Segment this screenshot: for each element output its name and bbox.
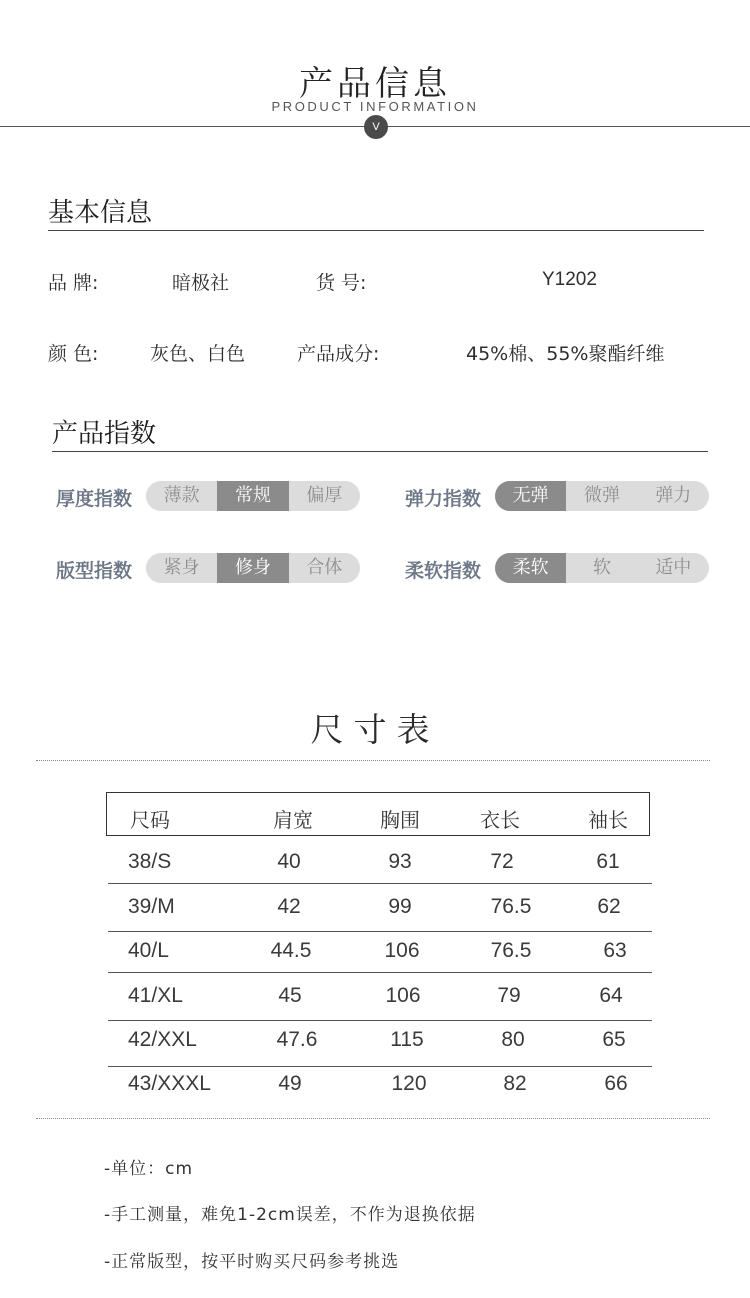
table-cell: 45: [278, 984, 302, 1007]
brand-value: 暗极社: [172, 272, 230, 294]
table-cell: 41/XL: [128, 984, 183, 1007]
scale-option-selected: 常规: [217, 481, 288, 511]
table-cell: 43/XXXL: [128, 1072, 211, 1095]
table-cell: 76.5: [490, 895, 532, 918]
item-no-value: Y1202: [542, 269, 597, 290]
elasticity-index-label: 弹力指数: [405, 488, 482, 510]
row-divider: [108, 931, 652, 932]
table-cell: 66: [604, 1072, 628, 1095]
table-cell: 106: [385, 984, 421, 1007]
table-cell: 79: [497, 984, 521, 1007]
color-value: 灰色、白色: [150, 343, 246, 365]
table-cell: 93: [388, 850, 412, 873]
composition-value: 45%棉、55%聚酯纤维: [466, 343, 665, 365]
product-index-divider: [52, 451, 708, 452]
scale-option: 合体: [306, 557, 343, 578]
scale-option: 弹力: [655, 485, 692, 506]
thickness-index-label: 厚度指数: [56, 488, 133, 510]
row-divider: [108, 883, 652, 884]
table-cell: 49: [278, 1072, 302, 1095]
softness-index-scale: [495, 553, 709, 583]
composition-label: 产品成分:: [297, 343, 380, 365]
column-header: 胸围: [380, 808, 420, 832]
softness-index-label: 柔软指数: [405, 560, 482, 582]
scale-option-selected: 无弹: [495, 481, 566, 511]
table-cell: 80: [501, 1028, 525, 1051]
elasticity-index-scale: [495, 481, 709, 511]
table-cell: 82: [503, 1072, 527, 1095]
scale-option-selected: 修身: [217, 553, 288, 583]
scale-option: 紧身: [163, 557, 200, 578]
table-cell: 64: [599, 984, 623, 1007]
basic-info-divider: [48, 230, 704, 231]
product-index-heading: 产品指数: [52, 419, 157, 449]
table-cell: 65: [602, 1028, 626, 1051]
page-title: 产品信息: [299, 64, 451, 104]
table-cell: 72: [490, 850, 514, 873]
basic-info-heading: 基本信息: [48, 198, 153, 228]
thickness-index-scale: [146, 481, 360, 511]
table-cell: 76.5: [490, 939, 532, 962]
fit-index-scale: [146, 553, 360, 583]
table-cell: 115: [390, 1028, 424, 1051]
color-label: 颜 色:: [48, 343, 99, 365]
column-header: 尺码: [130, 808, 170, 832]
column-header: 肩宽: [273, 808, 313, 832]
table-cell: 99: [388, 895, 412, 918]
column-header: 衣长: [480, 808, 520, 832]
table-cell: 63: [603, 939, 627, 962]
row-divider: [108, 972, 652, 973]
page-subtitle: PRODUCT INFORMATION: [271, 99, 479, 114]
size-table-title: 尺寸表: [310, 710, 440, 749]
table-cell: 40/L: [128, 939, 169, 962]
item-no-label: 货 号:: [316, 272, 367, 294]
table-cell: 39/M: [128, 895, 175, 918]
dotted-divider: [36, 1118, 710, 1119]
column-header: 袖长: [588, 808, 628, 832]
scale-option: 微弹: [583, 485, 620, 506]
chevron-down-icon: V: [364, 115, 388, 139]
note-unit: -单位：cm: [104, 1159, 194, 1179]
scale-option: 软: [592, 557, 611, 578]
dotted-divider: [36, 760, 710, 761]
table-cell: 42/XXL: [128, 1028, 197, 1051]
scale-option: 适中: [655, 557, 692, 578]
table-cell: 42: [277, 895, 301, 918]
table-cell: 106: [384, 939, 420, 962]
table-cell: 47.6: [276, 1028, 318, 1051]
scale-option: 偏厚: [306, 485, 343, 506]
row-divider: [108, 1066, 652, 1067]
note-measurement: -手工测量，难免1-2cm误差，不作为退换依据: [104, 1205, 476, 1225]
table-cell: 44.5: [270, 939, 312, 962]
scale-option-selected: 柔软: [495, 553, 566, 583]
table-cell: 62: [597, 895, 621, 918]
row-divider: [108, 1020, 652, 1021]
size-table-header: [106, 792, 650, 836]
table-cell: 61: [596, 850, 620, 873]
brand-label: 品 牌:: [48, 272, 99, 294]
scale-option: 薄款: [163, 485, 200, 506]
fit-index-label: 版型指数: [56, 560, 133, 582]
table-cell: 40: [277, 850, 301, 873]
table-cell: 120: [391, 1072, 427, 1095]
note-fit: -正常版型，按平时购买尺码参考挑选: [104, 1252, 400, 1272]
table-cell: 38/S: [128, 850, 172, 873]
